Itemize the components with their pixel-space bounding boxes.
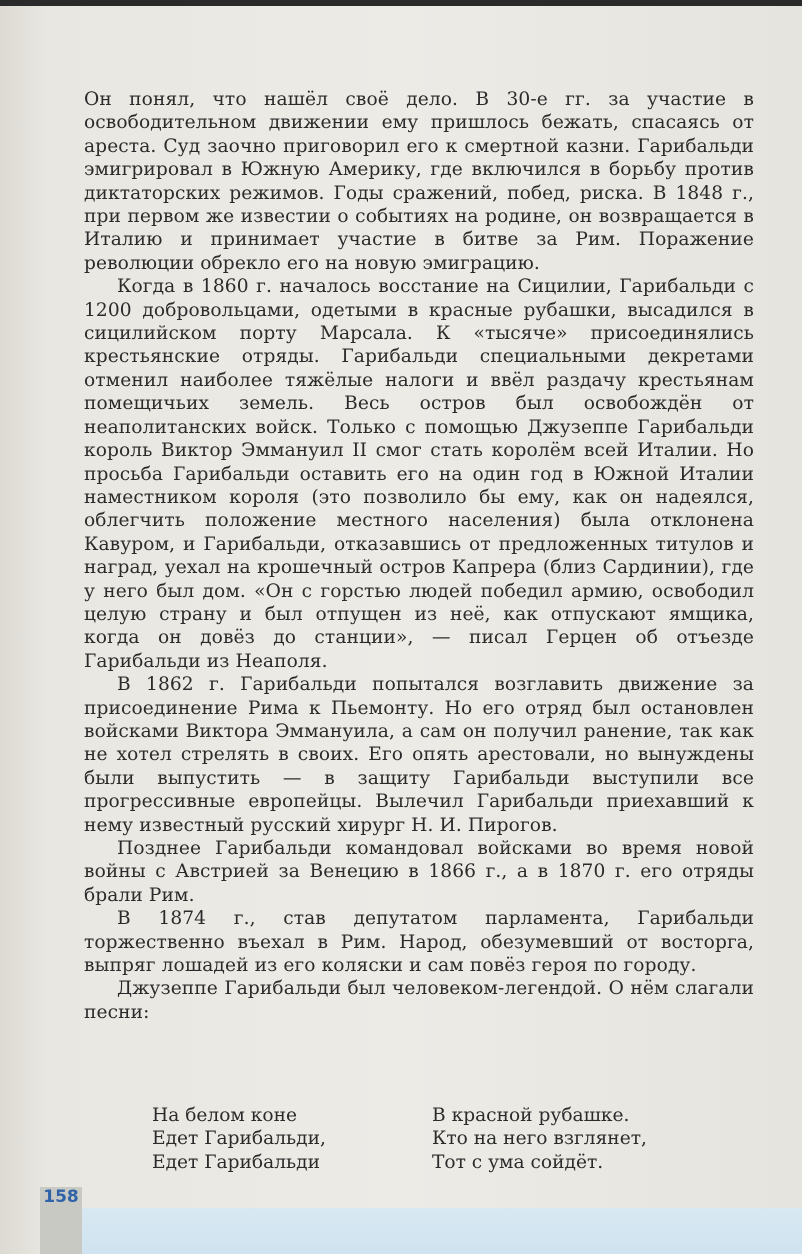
paragraph-5: В 1874 г., став депутатом парламента, Гарибальди торжественно въехал в Рим. Народ, обезумевший от восторга, выпряг лошадей из его коляски и сам повёз героя по городу. bbox=[84, 908, 754, 977]
paragraph-6: Джузеппе Гарибальди был человеком-легендой. О нём слагали песни: bbox=[84, 978, 754, 1023]
verse-line: Тот с ума сойдёт. bbox=[432, 1151, 604, 1173]
verse-line: Кто на него взглянет, bbox=[432, 1128, 647, 1150]
song-verse bbox=[152, 1104, 712, 1174]
paragraph-3: В 1862 г. Гарибальди попытался возглавить движение за присоединение Рима к Пьемонту. Но его отряд был остановлен войсками Виктора Эммануила, а сам он получил ранение, так как не хотел стрелять в своих. Его опять арестовали, но вынуждены были выпустить — в защиту Гарибальди выступили все прогрессивные европейцы. Вылечил Гарибальди приехавший к нему известный русский хирург Н. И. Пирогов. bbox=[84, 674, 754, 836]
page-number: 158 bbox=[43, 1187, 79, 1207]
page-top-edge bbox=[0, 0, 802, 6]
verse-line: Едет Гарибальди, bbox=[152, 1128, 326, 1150]
footer-band bbox=[82, 1208, 802, 1254]
body-text bbox=[84, 88, 754, 1024]
verse-left-column bbox=[152, 1104, 432, 1174]
paragraph-2: Когда в 1860 г. началось восстание на Сицилии, Гарибальди с 1200 добровольцами, одетыми в красные рубашки, высадился в сицилийском порту Марсала. К «тысяче» присоединялись крестьянские отряды. Гарибальди специальными декретами отменил наиболее тяжёлые налоги и ввёл раздачу крестьянам помещичьих земель. Весь остров был освобождён от неаполитанских войск. Только с помощью Джузеппе Гарибальди король Виктор Эммануил II смог стать королём всей Италии. Но просьба Гарибальди оставить его на один год в Южной Италии наместником короля (это позволило бы ему, как он надеялся, облегчить положение местного населения) была отклонена Кавуром, и Гарибальди, отказавшись от предложенных титулов и наград, уехал на крошечный остров Капрера (близ Сардинии), где у него был дом. «Он с горстью людей победил армию, освободил целую страну и был отпущен из неё, как отпускают ямщика, когда он довёз до станции», — писал Герцен об отъезде Гарибальди из Неаполя. bbox=[84, 276, 754, 672]
verse-line: На белом коне bbox=[152, 1105, 298, 1126]
paragraph-4: Позднее Гарибальди командовал войсками во время новой войны с Австрией за Венецию в 1866 г., а в 1870 г. его отряды брали Рим. bbox=[84, 838, 754, 906]
paragraph-1: Он понял, что нашёл своё дело. В 30-е гг. за участие в освободительном движении ему пришлось бежать, спасаясь от ареста. Суд заочно приговорил его к смертной казни. Гарибальди эмигрировал в Южную Америку, где включился в борьбу против диктаторских режимов. Годы сражений, побед, риска. В 1848 г., при первом же известии о событиях на родине, он возвращается в Италию и принимает участие в битве за Рим. Поражение революции обрекло его на новую эмиграцию. bbox=[84, 89, 754, 274]
verse-line: В красной рубашке. bbox=[432, 1105, 630, 1126]
verse-right-column bbox=[432, 1104, 712, 1174]
verse-line: Едет Гарибальди bbox=[152, 1151, 320, 1173]
